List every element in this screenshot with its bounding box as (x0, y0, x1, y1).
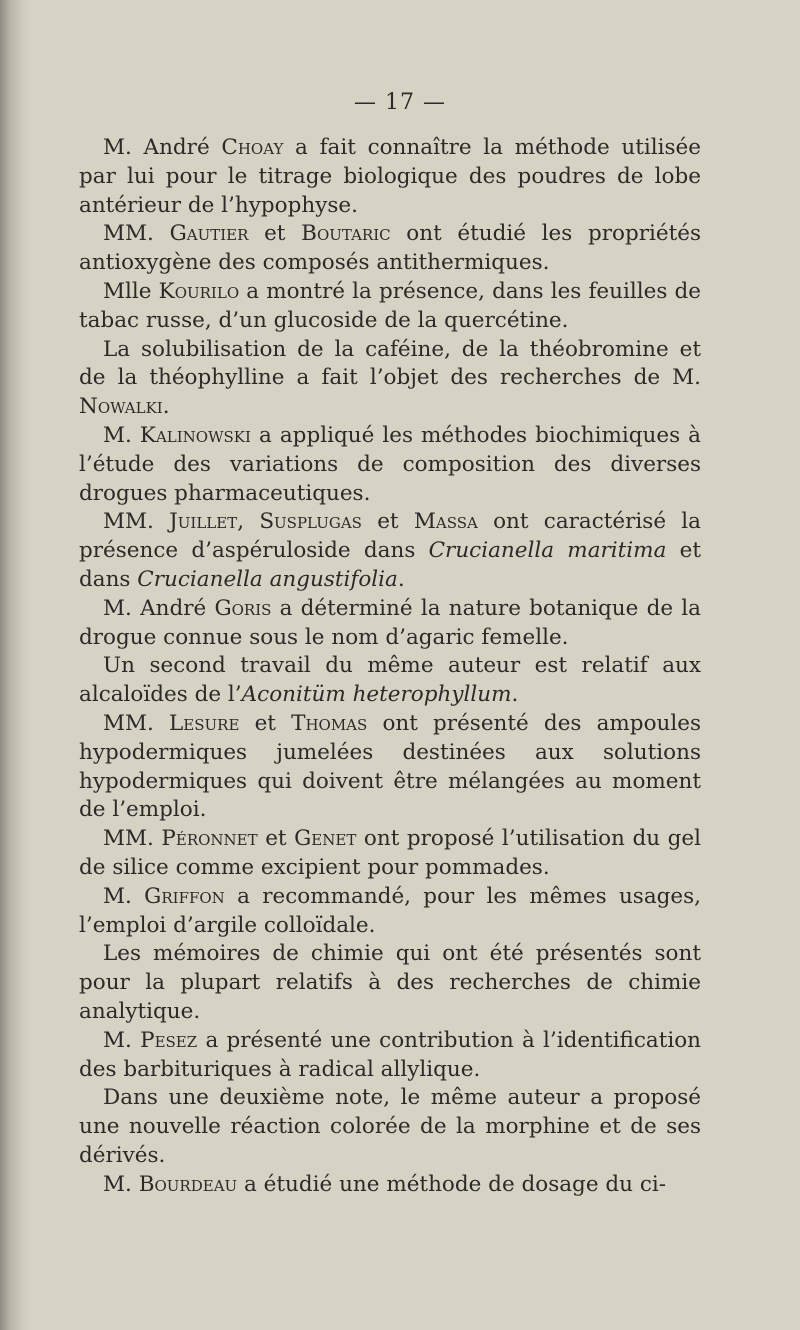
author-name: Juillet (169, 509, 238, 535)
text-segment: ont caractérisé la présence d’aspéruloside dans (79, 509, 702, 564)
text-segment: Mlle (103, 278, 159, 304)
author-name: Thomas (291, 710, 368, 736)
text-segment: a appliqué les méthodes biochimiques à l’étude des variations de composition des diverses drogues pharmaceutiques. (79, 422, 701, 506)
text-segment: , (237, 509, 260, 535)
paragraph (79, 883, 701, 941)
text-segment: ont proposé l’utilisation du gel de silice comme excipient pour pommades. (79, 826, 701, 880)
paragraph (79, 278, 701, 336)
text-segment: et (248, 221, 302, 247)
author-name: Genet (294, 826, 357, 852)
paragraph (79, 1027, 701, 1085)
author-name: Massa (413, 509, 478, 535)
author-name: Bourdeau (138, 1171, 238, 1197)
text-segment: M. (103, 1027, 141, 1053)
text-segment: Un second travail du même auteur est relatif aux alcaloïdes de l’ (79, 653, 701, 708)
text-segment: et (239, 710, 292, 736)
text-segment: M. (103, 422, 140, 448)
text-segment: a déterminé la nature botanique de la drogue connue sous le nom d’agaric femelle. (79, 595, 701, 650)
text-segment: MM. (103, 221, 170, 247)
text-segment: . (162, 394, 170, 420)
paragraph (79, 134, 701, 220)
text-segment: Les mémoires de chimie qui ont été présentés sont pour la plupart relatifs à des recherches de chimie analytique. (79, 941, 701, 1024)
paragraph (79, 940, 701, 1026)
species-name: Crucianella angustifolia (137, 566, 398, 592)
author-name: Griffon (144, 883, 225, 909)
author-name: Pesez (140, 1027, 198, 1053)
author-name: Kalinowski (139, 422, 251, 448)
page-number: — 17 — (354, 90, 446, 115)
paragraph (79, 652, 701, 710)
author-name: Lesure (169, 710, 240, 736)
text-segment: a présenté une contribution à l’identification des barbituriques à radical allylique. (79, 1027, 701, 1082)
text-segment: M. (103, 1171, 139, 1197)
text-segment: a montré la présence, dans les feuilles de tabac russe, d’un glucoside de la quercétine. (79, 278, 702, 333)
author-name: Goris (214, 595, 272, 621)
paragraph (79, 422, 701, 508)
text-segment: MM. (103, 826, 162, 852)
author-name: Gautier (169, 221, 249, 247)
paragraph (79, 1084, 701, 1170)
paragraph (79, 825, 701, 883)
paragraph (79, 595, 701, 653)
species-name: Crucianella maritima (428, 538, 667, 564)
author-name: Choay (221, 135, 284, 160)
text-segment: MM. (103, 509, 170, 535)
text-segment: MM. (103, 710, 170, 736)
paragraph (79, 220, 701, 278)
text-segment: ont présenté des ampoules hypodermiques jumelées destinées aux solutions hypodermiques qui doivent être mélangées au moment de l’emploi. (79, 710, 701, 823)
text-segment: et (361, 509, 414, 535)
text-segment: . (397, 566, 405, 592)
text-segment: ont étudié les propriétés antioxygène des composés antithermiques. (79, 221, 702, 276)
text-segment: et dans (79, 538, 701, 592)
species-name: Aconitüm heterophyllum (241, 682, 512, 708)
author-name: Susplugas (259, 509, 362, 535)
text-segment: M. André (103, 595, 215, 621)
page-binding-shadow (0, 0, 30, 1330)
text-segment: . (511, 682, 519, 708)
text-segment: a fait connaître la méthode utilisée par lui pour le titrage biologique des poudres de lobe antérieur de l’hypophyse. (79, 135, 701, 218)
text-segment: M. (103, 883, 145, 909)
author-name: Péronnet (161, 826, 258, 852)
author-name: Boutaric (301, 221, 391, 247)
paragraph (79, 336, 701, 422)
paragraph (79, 710, 701, 825)
text-segment: M. André (103, 135, 222, 160)
paragraph (79, 1171, 701, 1200)
body-text (79, 134, 701, 1199)
paragraph (79, 508, 701, 594)
text-segment: a recommandé, pour les mêmes usages, l’emploi d’argile colloïdale. (79, 883, 702, 938)
text-segment: a étudié une méthode de dosage du ci- (237, 1171, 667, 1197)
text-segment: La solubilisation de la caféine, de la théobromine et de la théophylline a fait l’objet des recherches de M. (79, 336, 701, 391)
text-segment: et (257, 826, 295, 852)
author-name: Nowalki (79, 394, 163, 420)
author-name: Kourilo (158, 278, 240, 304)
text-segment: Dans une deuxième note, le même auteur a proposé une nouvelle réaction colorée de la morphine et de ses dérivés. (79, 1085, 701, 1168)
